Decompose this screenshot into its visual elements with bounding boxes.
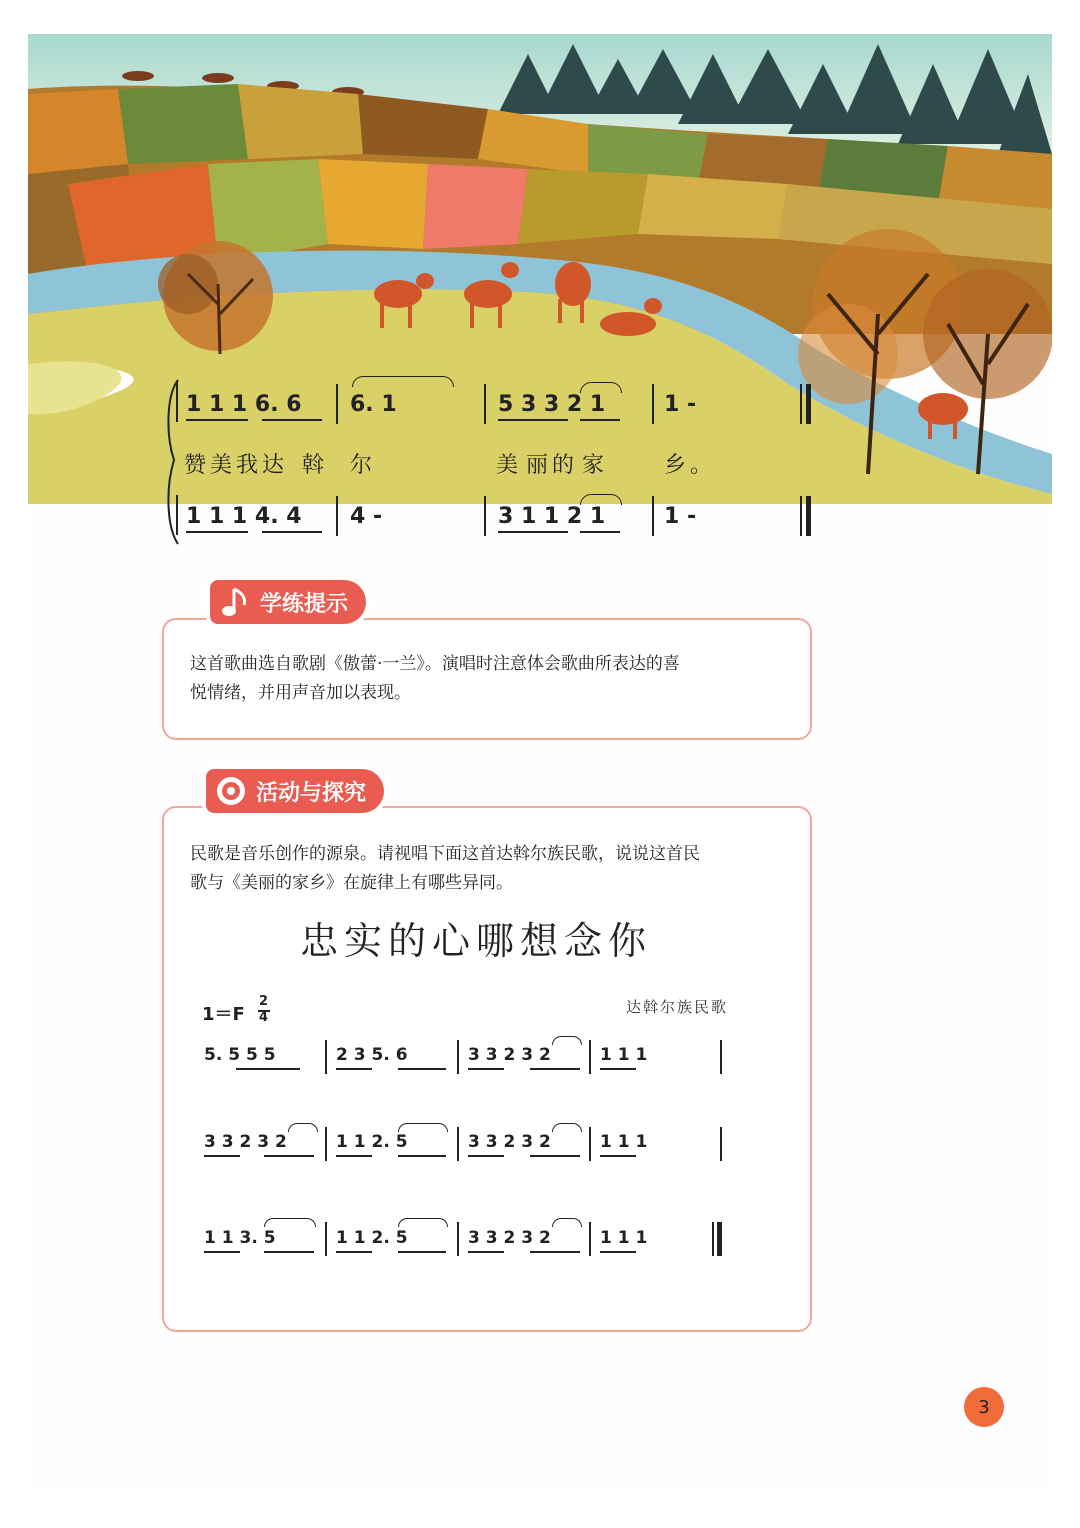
barline	[325, 1222, 327, 1256]
measure: 3 3 2 3 2	[468, 1045, 551, 1065]
lyric: 斡	[302, 453, 329, 478]
melody-measure-3: 5 3 3 2 1	[498, 392, 606, 417]
underline	[204, 1155, 240, 1157]
slur	[552, 1123, 582, 1132]
underline	[336, 1155, 372, 1157]
underline	[264, 1155, 314, 1157]
measure: 3 3 2 3 2	[468, 1132, 551, 1152]
final-barline	[806, 384, 811, 424]
underline	[468, 1068, 504, 1070]
tip-text-line-2: 悦情绪，并用声音加以表现。	[190, 683, 411, 703]
final-barline	[717, 1222, 722, 1256]
lyric: 美	[496, 453, 523, 478]
activity-tag-label: 活动与探究	[256, 780, 367, 806]
underline	[262, 419, 322, 421]
underline	[498, 419, 568, 421]
lyric: 丽的	[526, 453, 579, 478]
underline	[580, 419, 620, 421]
measure: 1 1 3. 5	[204, 1228, 276, 1248]
barline	[457, 1222, 459, 1256]
score-harmony-row	[664, 504, 696, 529]
measure: 1 1 2. 5	[336, 1228, 408, 1248]
underline	[530, 1068, 580, 1070]
slur	[552, 1218, 582, 1227]
barline	[176, 495, 178, 535]
harmony-measure-4: 1 -	[664, 504, 697, 529]
slur	[580, 494, 622, 505]
score-melody-row	[664, 392, 696, 417]
barline	[325, 1127, 327, 1161]
harmony-measure-3: 3 1 1 2 1	[498, 504, 606, 529]
score-harmony-row	[186, 504, 302, 529]
measure: 1 1 2. 5	[336, 1132, 408, 1152]
barline	[712, 1222, 714, 1256]
activity-text-line-2: 歌与《美丽的家乡》在旋律上有哪些异同。	[190, 873, 513, 893]
barline	[589, 1127, 591, 1161]
barline	[457, 1040, 459, 1074]
lyric: 赞美我达	[184, 453, 289, 478]
slur	[580, 382, 622, 393]
barline	[589, 1222, 591, 1256]
barline	[336, 384, 338, 424]
underline	[498, 531, 568, 533]
underline	[600, 1155, 636, 1157]
tie	[352, 376, 454, 387]
barline	[336, 496, 338, 536]
tie	[398, 1123, 448, 1132]
underline	[398, 1155, 446, 1157]
underline	[264, 1251, 314, 1253]
barline	[484, 384, 486, 424]
score-melody-row	[350, 392, 397, 417]
tip-text-line-1: 这首歌曲选自歌剧《傲蕾·一兰》。演唱时注意体会歌曲所表达的喜	[190, 654, 680, 674]
barline	[457, 1127, 459, 1161]
underline	[530, 1155, 580, 1157]
underline	[398, 1251, 446, 1253]
activity-text-line-1: 民歌是音乐创作的源泉。请视唱下面这首达斡尔族民歌，说说这首民	[190, 844, 700, 864]
underline	[186, 419, 248, 421]
measure: 1 1 1	[600, 1045, 648, 1065]
final-barline	[806, 496, 811, 536]
slur	[288, 1123, 318, 1132]
tie	[398, 1218, 448, 1227]
harmony-measure-2: 4 -	[350, 504, 383, 529]
tie	[264, 1218, 316, 1227]
measure: 1 1 1	[600, 1228, 648, 1248]
slur	[552, 1036, 582, 1045]
score-harmony-row	[498, 504, 605, 529]
harmony-measure-1: 1 1 1 4. 4	[186, 504, 302, 529]
score-melody-row	[498, 392, 605, 417]
barline	[484, 496, 486, 536]
page-number: 3	[964, 1387, 1004, 1427]
melody-measure-4: 1 -	[664, 392, 697, 417]
lyric: 尔	[350, 453, 377, 478]
underline	[600, 1068, 636, 1070]
measure: 3 3 2 3 2	[204, 1132, 287, 1152]
underline	[186, 531, 248, 533]
music-note-icon	[218, 585, 252, 619]
underline	[262, 531, 322, 533]
barline	[800, 496, 802, 536]
barline	[176, 382, 178, 422]
lyric: 家	[582, 453, 609, 478]
song-origin: 达斡尔族民歌	[626, 998, 729, 1016]
measure: 2 3 5. 6	[336, 1045, 408, 1065]
underline	[336, 1068, 372, 1070]
lyric: 乡。	[664, 453, 717, 478]
barline	[652, 384, 654, 424]
tip-tag	[210, 580, 366, 624]
barline	[720, 1127, 722, 1161]
underline	[600, 1251, 636, 1253]
score-harmony-row	[350, 504, 382, 529]
barline	[589, 1040, 591, 1074]
measure: 3 3 2 3 2	[468, 1228, 551, 1248]
target-icon	[214, 774, 248, 808]
barline	[325, 1040, 327, 1074]
tip-tag-label: 学练提示	[260, 591, 349, 617]
underline	[530, 1251, 580, 1253]
melody-measure-2: 6. 1	[350, 392, 397, 417]
song-title: 忠实的心哪想念你	[300, 919, 653, 963]
underline	[468, 1155, 504, 1157]
barline	[652, 496, 654, 536]
activity-tag	[206, 769, 384, 813]
time-signature-top: 2	[259, 994, 269, 1009]
melody-measure-1: 1 1 1 6. 6	[186, 392, 302, 417]
underline	[204, 1251, 240, 1253]
measure: 1 1 1	[600, 1132, 648, 1152]
underline	[398, 1068, 446, 1070]
key-signature: 1＝F	[202, 1004, 245, 1025]
score-melody-row	[186, 392, 302, 417]
underline	[580, 531, 620, 533]
time-signature-bottom: 4	[259, 1010, 269, 1025]
measure: 5. 5 5 5	[204, 1045, 276, 1065]
underline	[468, 1251, 504, 1253]
underline	[236, 1068, 300, 1070]
underline	[336, 1251, 372, 1253]
barline	[800, 384, 802, 424]
barline	[720, 1040, 722, 1074]
